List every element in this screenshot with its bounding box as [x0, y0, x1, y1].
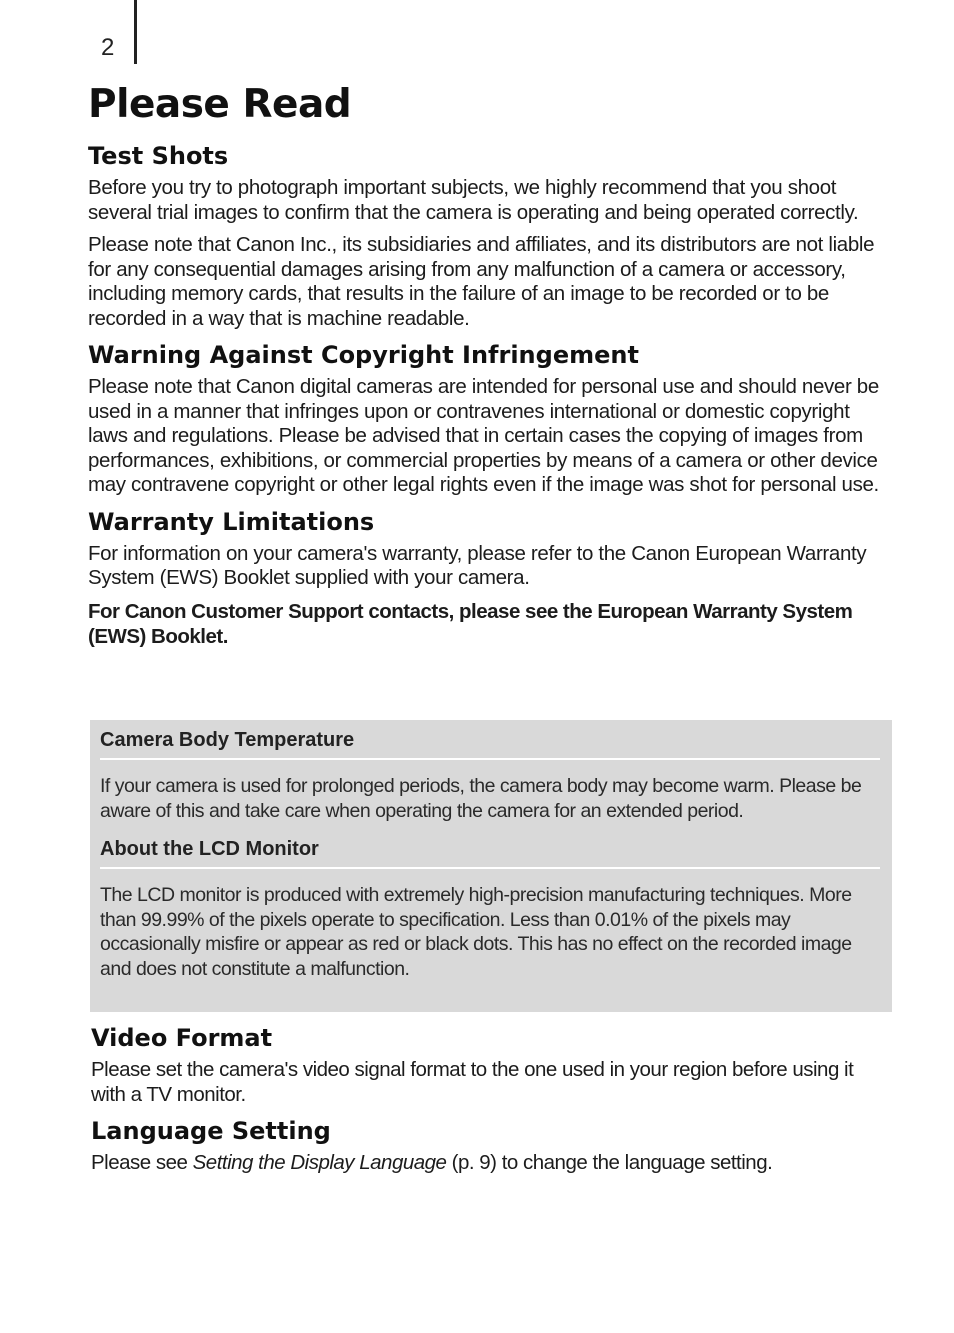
- warranty-paragraph: For information on your camera's warranty, please refer to the Canon European Warranty System (EWS) Booklet supplied with your camera.: [88, 541, 867, 589]
- page-number-rule: [134, 0, 137, 64]
- test-shots-paragraph-2: Please note that Canon Inc., its subsidiaries and affiliates, and its distributors are not liable for any consequential damages arising from any malfunction of a camera or accessory, including memory cards, that results in the failure of an image to be recorded or to be recorded in a way that is machine readable.: [88, 233, 875, 330]
- main-content: [88, 140, 888, 649]
- video-format-paragraph: Please set the camera's video signal format to the one used in your region before using it with a TV monitor.: [91, 1058, 854, 1106]
- language-setting-paragraph: [91, 1151, 891, 1176]
- camera-temperature-text: If your camera is used for prolonged periods, the camera body may become warm. Please be aware of this and take care when operating the camera for an extended period.: [100, 775, 862, 822]
- test-shots-paragraph-1: Before you try to photograph important subjects, we highly recommend that you shoot several trial images to confirm that the camera is operating and being operated correctly.: [88, 176, 859, 224]
- language-text-suffix: (p. 9) to change the language setting.: [446, 1151, 773, 1174]
- page-number: 2: [101, 34, 115, 61]
- lower-content: [91, 1022, 891, 1176]
- lcd-monitor-heading: About the LCD Monitor: [100, 838, 319, 860]
- notice-divider: [100, 758, 880, 760]
- lcd-monitor-text: The LCD monitor is produced with extremely high-precision manufacturing techniques. More than 99.99% of the pixels operate to specification. Less than 0.01% of the pixels may occasionally misfire or appear as red or black dots. This has no effect on the recorded image and does not constitute a malfunction.: [100, 884, 852, 980]
- notice-divider: [100, 867, 880, 869]
- warranty-support-note: For Canon Customer Support contacts, please see the European Warranty System (EWS) Booklet.: [88, 599, 853, 648]
- video-format-heading: Video Format: [91, 1024, 273, 1052]
- warranty-heading: Warranty Limitations: [88, 507, 375, 536]
- display-language-reference: Setting the Display Language: [192, 1151, 447, 1174]
- page-title: Please Read: [88, 82, 352, 127]
- test-shots-heading: Test Shots: [88, 142, 229, 170]
- language-setting-heading: Language Setting: [91, 1117, 331, 1145]
- language-text-prefix: Please see: [91, 1151, 193, 1174]
- notice-box: [90, 720, 892, 1012]
- camera-temperature-heading: Camera Body Temperature: [100, 729, 355, 751]
- copyright-heading: Warning Against Copyright Infringement: [88, 341, 639, 369]
- copyright-paragraph: Please note that Canon digital cameras are intended for personal use and should never be used in a manner that infringes upon or contravenes international or domestic copyright laws and regulations. Please be advised that in certain cases the copying of images from performances, exhibitions, or commercial properties by means of a camera or other device may contravene copyright or other legal rights even if the image was shot for personal use.: [88, 375, 879, 496]
